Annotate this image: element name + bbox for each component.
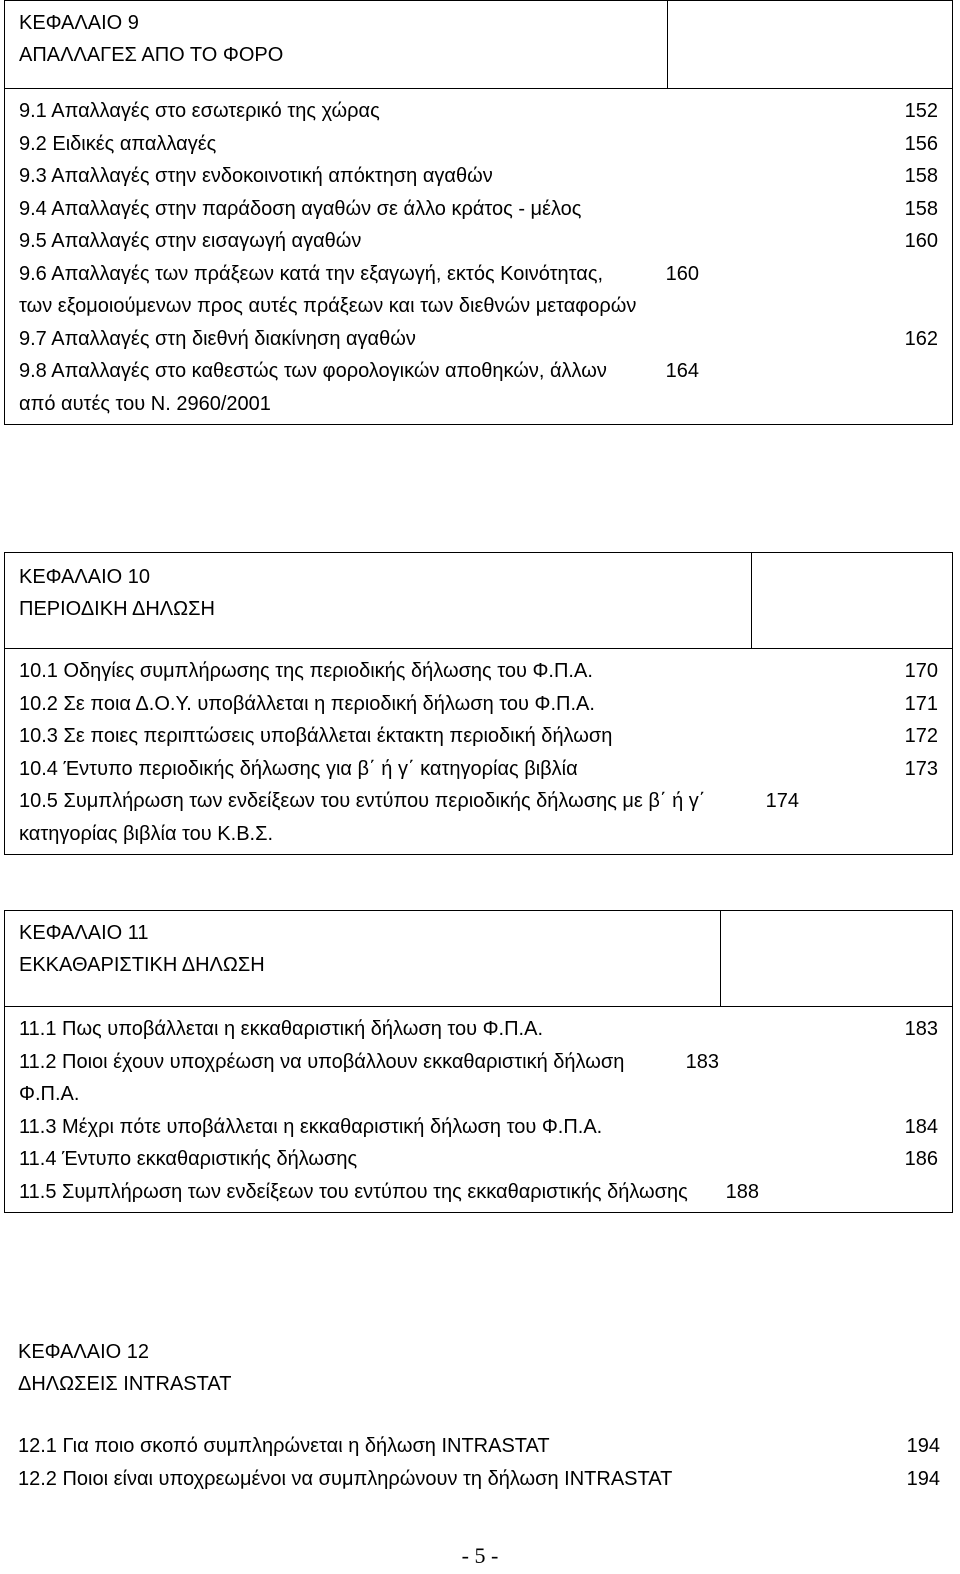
toc-entry <box>19 753 938 786</box>
toc-entry <box>19 720 938 753</box>
entry-page-number: 174 <box>765 790 799 812</box>
chapter-10-blank-cell <box>752 553 953 649</box>
toc-entry <box>19 225 938 258</box>
chapter-label: ΚΕΦΑΛΑΙΟ 12 <box>18 1341 150 1363</box>
chapter-title: ΕΚΚΑΘΑΡΙΣΤΙΚΗ ΔΗΛΩΣΗ <box>19 954 265 976</box>
chapter-title: ΑΠΑΛΛΑΓΕΣ ΑΠΟ ΤΟ ΦΟΡΟ <box>19 44 284 66</box>
entry-page-number: 183 <box>904 1018 938 1040</box>
entry-title: 9.8 Απαλλαγές στο καθεστώς των φορολογικών αποθηκών, άλλων από αυτές του Ν. 2960/2001 <box>19 360 607 415</box>
chapter-9-blank-cell <box>668 1 953 89</box>
toc-entry <box>19 1046 938 1111</box>
toc-entry <box>18 1463 940 1496</box>
entry-title: 10.4 Έντυπο περιοδικής δήλωσης για β΄ ή γ΄ κατηγορίας βιβλία <box>19 757 578 780</box>
chapter-9-table <box>4 0 953 425</box>
entry-page-number: 184 <box>904 1115 938 1138</box>
chapter-10-entries <box>5 649 953 855</box>
entry-page-number: 158 <box>904 197 938 220</box>
chapter-11-blank-cell <box>721 911 953 1007</box>
entry-title: 11.2 Ποιοι έχουν υποχρέωση να υποβάλλουν εκκαθαριστική δήλωση Φ.Π.Α. <box>19 1050 625 1105</box>
toc-entry <box>19 160 938 193</box>
entry-title: 11.5 Συμπλήρωση των ενδείξεων του εντύπου της εκκαθαριστικής δήλωσης <box>19 1180 688 1203</box>
chapter-10-heading <box>5 553 752 649</box>
entry-title: 10.3 Σε ποιες περιπτώσεις υποβάλλεται έκτακτη περιοδική δήλωση <box>19 725 613 747</box>
toc-entry <box>19 785 938 850</box>
entry-title: 10.2 Σε ποια Δ.Ο.Υ. υποβάλλεται η περιοδική δήλωση του Φ.Π.Α. <box>19 692 595 715</box>
toc-entry <box>19 1013 938 1046</box>
entry-title: 10.5 Συμπλήρωση των ενδείξεων του εντύπου περιοδικής δήλωσης με β΄ ή γ΄ κατηγορίας βιβλία του Κ.Β.Σ. <box>19 790 706 845</box>
chapter-label: ΚΕΦΑΛΑΙΟ 11 <box>19 922 149 944</box>
chapter-9-heading <box>5 1 668 89</box>
chapter-title: ΔΗΛΩΣΕΙΣ INTRASTAT <box>18 1373 232 1395</box>
entry-title: 11.1 Πως υποβάλλεται η εκκαθαριστική δήλωση του Φ.Π.Α. <box>19 1018 544 1040</box>
toc-entry <box>19 1176 938 1209</box>
entry-page-number: 172 <box>904 725 938 747</box>
entry-page-number: 158 <box>904 165 938 187</box>
entry-page-number: 152 <box>904 100 938 122</box>
entry-page-number: 164 <box>665 360 699 382</box>
chapter-11-table <box>4 910 953 1213</box>
entry-page-number: 173 <box>904 757 938 780</box>
entry-title: 9.3 Απαλλαγές στην ενδοκοινοτική απόκτηση αγαθών <box>19 165 493 187</box>
page-number-footer: - 5 - <box>461 1543 499 1568</box>
entry-page-number: 170 <box>904 660 938 682</box>
entry-page-number: 160 <box>904 230 938 252</box>
entry-page-number: 162 <box>904 327 938 350</box>
toc-entry <box>19 95 938 128</box>
toc-entry <box>19 258 938 323</box>
toc-entry <box>18 1430 940 1463</box>
entry-title: 12.2 Ποιοι είναι υποχρεωμένοι να συμπληρώνουν τη δήλωση INTRASTAT <box>18 1467 673 1490</box>
entry-page-number: 188 <box>725 1180 759 1203</box>
entry-title: 10.1 Οδηγίες συμπλήρωσης της περιοδικής δήλωσης του Φ.Π.Α. <box>19 660 593 682</box>
entry-page-number: 186 <box>904 1148 938 1170</box>
entry-title: 11.3 Μέχρι πότε υποβάλλεται η εκκαθαριστική δήλωση του Φ.Π.Α. <box>19 1115 603 1138</box>
entry-page-number: 160 <box>665 262 699 285</box>
entry-title: 11.4 Έντυπο εκκαθαριστικής δήλωσης <box>19 1148 358 1170</box>
entry-title: 9.6 Απαλλαγές των πράξεων κατά την εξαγωγή, εκτός Κοινότητας, των εξομοιούμενων προς αυτές πράξεων και των διεθνών μεταφορών <box>19 262 637 317</box>
chapter-label: ΚΕΦΑΛΑΙΟ 10 <box>19 566 151 588</box>
toc-entry <box>19 323 938 356</box>
toc-entry <box>19 655 938 688</box>
toc-entry <box>19 1111 938 1144</box>
toc-entry <box>19 355 938 420</box>
chapter-10-table <box>4 552 953 855</box>
entry-title: 9.5 Απαλλαγές στην εισαγωγή αγαθών <box>19 230 362 252</box>
chapter-9-entries <box>5 89 953 425</box>
toc-entry <box>19 193 938 226</box>
toc-entry <box>19 1143 938 1176</box>
chapter-label: ΚΕΦΑΛΑΙΟ 9 <box>19 12 139 34</box>
entry-page-number: 171 <box>904 692 938 715</box>
entry-title: 9.1 Απαλλαγές στο εσωτερικό της χώρας <box>19 100 380 122</box>
entry-title: 9.7 Απαλλαγές στη διεθνή διακίνηση αγαθών <box>19 327 416 350</box>
chapter-11-entries <box>5 1007 953 1213</box>
entry-page-number: 183 <box>685 1050 719 1073</box>
entry-page-number: 194 <box>906 1467 940 1490</box>
entry-page-number: 194 <box>906 1435 940 1457</box>
entry-page-number: 156 <box>904 132 938 155</box>
chapter-11-heading <box>5 911 721 1007</box>
entry-title: 9.4 Απαλλαγές στην παράδοση αγαθών σε άλλο κράτος - μέλος <box>19 197 582 220</box>
chapter-12-section <box>18 1336 940 1495</box>
entry-title: 9.2 Ειδικές απαλλαγές <box>19 132 217 155</box>
toc-entry <box>19 128 938 161</box>
chapter-title: ΠΕΡΙΟΔΙΚΗ ΔΗΛΩΣΗ <box>19 598 215 620</box>
entry-title: 12.1 Για ποιο σκοπό συμπληρώνεται η δήλωση INTRASTAT <box>18 1435 550 1457</box>
toc-entry <box>19 688 938 721</box>
